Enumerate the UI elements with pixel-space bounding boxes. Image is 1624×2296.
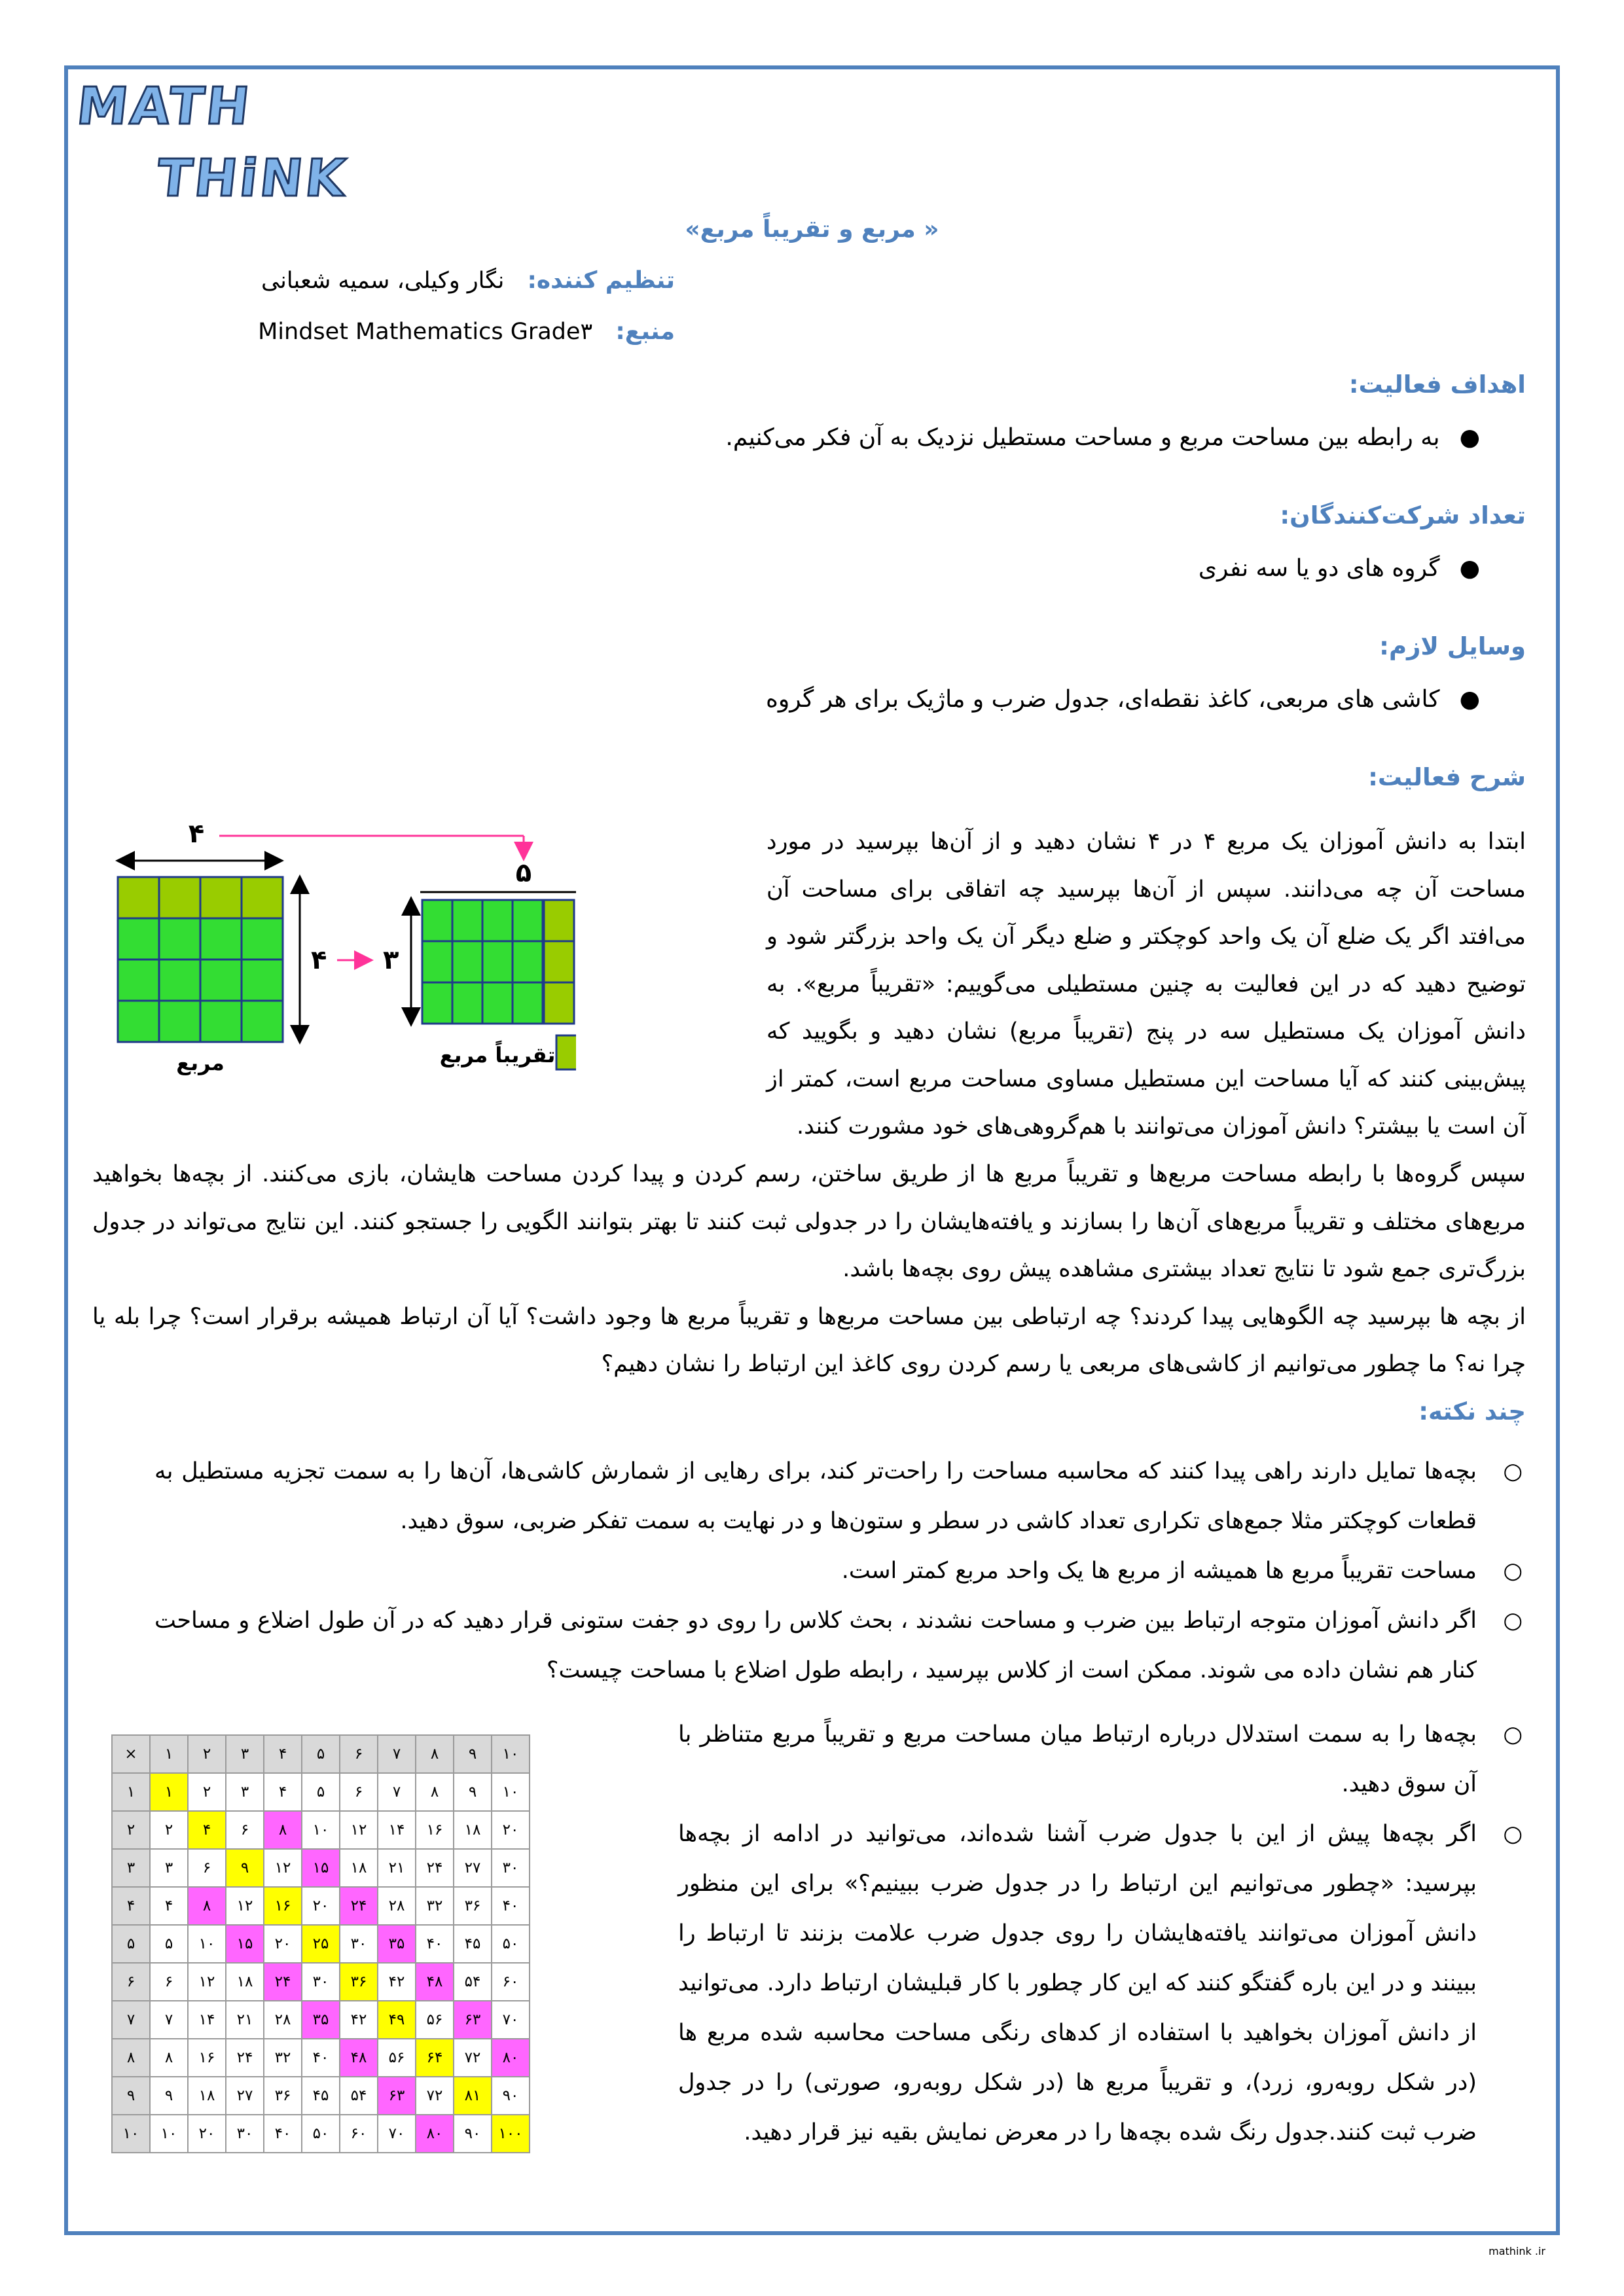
table-cell: ۶۳ <box>454 2001 492 2039</box>
table-cell: ۲ <box>188 1773 226 1811</box>
description-heading: شرح فعالیت: <box>1368 763 1526 791</box>
table-cell: ۲۸ <box>378 1887 416 1925</box>
table-cell: ۵ <box>302 1773 340 1811</box>
table-cell: ۵۶ <box>416 2001 454 2039</box>
table-cell: ۴۰ <box>492 1887 530 1925</box>
table-cell: ۷ <box>378 1773 416 1811</box>
table-row <box>112 2039 530 2077</box>
table-cell: ۶ <box>340 1773 378 1811</box>
table-cell: ۱۵ <box>226 1925 264 1963</box>
table-cell: ۵۴ <box>454 1963 492 2001</box>
table-cell: ۳۶ <box>454 1887 492 1925</box>
table-cell: ۱۶ <box>188 2039 226 2077</box>
author-row <box>151 267 675 294</box>
near-square-grid <box>422 900 574 1024</box>
near-square-label: تقریباً مربع <box>439 1043 556 1067</box>
table-row-header: ۳ <box>112 1849 150 1887</box>
table-cell: ۲۰ <box>188 2115 226 2153</box>
source-row <box>86 318 675 345</box>
source-value: Mindset Mathematics Grade۳ <box>258 319 593 345</box>
table-cell: ۸ <box>264 1811 302 1849</box>
author-label: تنظیم کننده: <box>527 267 675 294</box>
participants-heading: تعداد شرکت‌کنندگان: <box>1280 501 1526 529</box>
notes-heading: چند نکته: <box>1418 1397 1526 1426</box>
table-cell: ۱ <box>150 1773 188 1811</box>
table-cell: ۴ <box>188 1811 226 1849</box>
table-cell: ۵ <box>150 1925 188 1963</box>
table-cell: ۲۰ <box>492 1811 530 1849</box>
table-cell: ۱۶ <box>264 1887 302 1925</box>
table-cell: ۳ <box>150 1849 188 1887</box>
table-cell: ۱۵ <box>302 1849 340 1887</box>
table-cell: ۳۰ <box>340 1925 378 1963</box>
note-item: ○ اگر بچه‌ها پیش از این با جدول ضرب آشنا شده‌اند، می‌توانید در ادامه از بچه‌ها بپرسید: «چطور می‌توانیم این ارتباط را در جدول ضرب ببینیم؟» برای این منظور دانش آموزان می‌توانند یافته‌هایشان را روی جدول ضرب علامت بزنند تا ارتباط را ببینند و در این باره گفتگو کنند که این کار چطور با کار قبلیشان ارتباط دارد. می‌توانید از دانش آموزان بخواهید با استفاده از کدهای رنگی مساحت محاسبه شده مربع ها (در شکل روبه‌رو، زرد)، و تقریباً مربع ها (در شکل روبه‌رو، صورتی) را در جدول ضرب ثبت کنند.جدول رنگ شده بچه‌ها را در معرض نمایش بقیه نیز قرار دهید. <box>678 1809 1523 2157</box>
table-cell: ۶۳ <box>378 2077 416 2115</box>
table-cell: ۱۴ <box>378 1811 416 1849</box>
table-cell: ۸ <box>416 1773 454 1811</box>
square-side-number: ۴ <box>311 945 327 975</box>
table-cell: ۵۰ <box>302 2115 340 2153</box>
table-cell: ۸۰ <box>416 2115 454 2153</box>
logo-math: MATH <box>74 77 255 136</box>
table-row-header: ۹ <box>112 2077 150 2115</box>
table-header-cell: ۵ <box>302 1735 340 1773</box>
table-row <box>112 1849 530 1887</box>
table-header-cell: ۱۰ <box>492 1735 530 1773</box>
table-cell: ۲۰ <box>264 1925 302 1963</box>
table-cell: ۵۶ <box>378 2039 416 2077</box>
footer-url: mathink .ir <box>1489 2245 1545 2257</box>
table-cell: ۲۷ <box>454 1849 492 1887</box>
table-row-header: ۸ <box>112 2039 150 2077</box>
near-side-number: ۳ <box>383 945 399 975</box>
table-cell: ۲۱ <box>226 2001 264 2039</box>
table-header-cell: ۲ <box>188 1735 226 1773</box>
table-header-cell: ۳ <box>226 1735 264 1773</box>
loose-tile <box>556 1035 576 1069</box>
table-cell: ۲۴ <box>226 2039 264 2077</box>
table-header-cell: ۷ <box>378 1735 416 1773</box>
table-cell: ۸۰ <box>492 2039 530 2077</box>
table-cell: ۳۰ <box>302 1963 340 2001</box>
table-cell: ۱۶ <box>416 1811 454 1849</box>
note-item: ○ بچه‌ها تمایل دارند راهی پیدا کنند که محاسبه مساحت را راحت‌تر کند، برای رهایی از شمارش کاشی‌ها، آن‌ها را به سمت تجزیه مستطیل به قطعات کوچکتر مثلا جمع‌های تکراری تعداد کاشی در سطر و ستون‌ها و در نهایت به سمت تفکر ضربی، سوق دهید. <box>154 1446 1523 1546</box>
source-label: منبع: <box>615 318 675 345</box>
table-cell: ۳۶ <box>264 2077 302 2115</box>
table-cell: ۹ <box>150 2077 188 2115</box>
table-row-header: ۷ <box>112 2001 150 2039</box>
table-cell: ۳۰ <box>492 1849 530 1887</box>
table-cell: ۱۰ <box>188 1925 226 1963</box>
table-cell: ۷۲ <box>416 2077 454 2115</box>
description-intro <box>767 818 1526 1151</box>
description-intro-text: ابتدا به دانش آموزان یک مربع ۴ در ۴ نشان دهید و از آن‌ها بپرسید در مورد مساحت آن چه می‌دانند. سپس از آن‌ها بپرسید چه اتفاقی برای مساحت آن می‌افتد اگر یک ضلع آن یک واحد کوچکتر و ضلع دیگر آن یک واحد بزرگتر شود و توضیح دهید که در این فعالیت به چنین مستطیلی می‌گوییم: «تقریباً مربع». به دانش آموزان یک مستطیل سه در پنج (تقریباً مربع) نشان دهید و بگویید که پیش‌بینی کنند که آیا مساحت این مستطیل مساوی مساحت مربع است، کمتر از آن است یا بیشتر؟ دانش آموزان می‌توانند با هم‌گروهی‌های خود مشورت کنند. <box>767 829 1526 1139</box>
table-cell: ۴۰ <box>302 2039 340 2077</box>
table-row <box>112 1887 530 1925</box>
note-item: ○ اگر دانش آموزان متوجه ارتباط بین ضرب و مساحت نشدند ، بحث کلاس را روی دو جفت ستونی قرار دهید که در آن طول اضلاع و مساحت کنار هم نشان داده می شوند. ممکن است از کلاس بپرسید ، رابطه طول اضلاع با مساحت چیست؟ <box>154 1596 1523 1695</box>
notes-top <box>154 1446 1523 1695</box>
table-cell: ۶۴ <box>416 2039 454 2077</box>
table-row <box>112 1773 530 1811</box>
table-cell: ۲۰ <box>302 1887 340 1925</box>
table-cell: ۱۸ <box>454 1811 492 1849</box>
table-cell: ۱۲ <box>340 1811 378 1849</box>
table-header-cell: ۸ <box>416 1735 454 1773</box>
description-paragraph-2: از بچه ها بپرسید چه الگوهایی پیدا کردند؟ چه ارتباطی بین مساحت مربع‌ها و تقریباً مربع ها وجود داشت؟ آیا آن ارتباط همیشه برقرار است؟ چرا بله یا چرا نه؟ ما چطور می‌توانیم از کاشی‌های مربعی یا رسم کردن روی کاغذ این ارتباط را نشان دهیم؟ <box>92 1303 1526 1377</box>
table-cell: ۲۸ <box>264 2001 302 2039</box>
table-header-row <box>112 1735 530 1773</box>
table-row-header: ۴ <box>112 1887 150 1925</box>
table-cell: ۱۰ <box>492 1773 530 1811</box>
table-cell: ۴ <box>150 1887 188 1925</box>
table-cell: ۹۰ <box>492 2077 530 2115</box>
table-cell: ۳۵ <box>378 1925 416 1963</box>
square-grid <box>118 877 283 1042</box>
table-cell: ۳۵ <box>302 2001 340 2039</box>
table-cell: ۳۲ <box>264 2039 302 2077</box>
multiplication-table <box>111 1734 530 2153</box>
table-row <box>112 2001 530 2039</box>
square-diagram <box>105 815 576 1090</box>
table-cell: ۹۰ <box>454 2115 492 2153</box>
table-cell: ۴۹ <box>378 2001 416 2039</box>
title-wrap <box>0 216 1624 243</box>
near-top-number: ۵ <box>515 858 532 888</box>
table-cell: ۲۴ <box>264 1963 302 2001</box>
table-cell: ۱۰ <box>302 1811 340 1849</box>
table-cell: ۱۸ <box>340 1849 378 1887</box>
table-cell: ۵۰ <box>492 1925 530 1963</box>
table-cell: ۲۴ <box>340 1887 378 1925</box>
top-number: ۴ <box>188 819 205 849</box>
table-cell: ۳۰ <box>226 2115 264 2153</box>
table-cell: ۳۶ <box>340 1963 378 2001</box>
goals-heading: اهداف فعالیت: <box>1348 370 1526 399</box>
table-cell: ۶۰ <box>340 2115 378 2153</box>
materials-item-text: کاشی های مربعی، کاغذ نقطه‌ای، جدول ضرب و ماژیک برای هر گروه <box>766 686 1440 713</box>
table-cell: ۴ <box>264 1773 302 1811</box>
table-cell: ۹ <box>454 1773 492 1811</box>
table-row <box>112 2115 530 2153</box>
logo-think: THiNK <box>154 149 351 208</box>
table-cell: ۱۸ <box>226 1963 264 2001</box>
table-cell: ۲۴ <box>416 1849 454 1887</box>
table-row-header: ۶ <box>112 1963 150 2001</box>
table-row <box>112 2077 530 2115</box>
table-cell: ۴۵ <box>302 2077 340 2115</box>
table-cell: ۱۲ <box>188 1963 226 2001</box>
table-cell: ۶ <box>188 1849 226 1887</box>
table-row-header: ۱ <box>112 1773 150 1811</box>
table-cell: ۴۲ <box>378 1963 416 2001</box>
table-row-header: ۵ <box>112 1925 150 1963</box>
table-cell: ۷۲ <box>454 2039 492 2077</box>
table-row <box>112 1811 530 1849</box>
goals-item-text: به رابطه بین مساحت مربع و مساحت مستطیل نزدیک به آن فکر می‌کنیم. <box>725 424 1440 451</box>
table-cell: ۴۰ <box>264 2115 302 2153</box>
table-header-cell: ۱ <box>150 1735 188 1773</box>
notes-bottom <box>678 1710 1523 2157</box>
author-value: نگار وکیلی، سمیه شعبانی <box>261 268 505 294</box>
participants-item: ●گروه های دو یا سه نفری <box>1198 555 1480 582</box>
table-row-header: ۲ <box>112 1811 150 1849</box>
table-cell: ۲ <box>150 1811 188 1849</box>
table-cell: ۴۲ <box>340 2001 378 2039</box>
description-paragraph-1: سپس گروه‌ها با رابطه مساحت مربع‌ها و تقریباً مربع ها از طریق ساختن، رسم کردن و پیدا کردن مساحت هایشان، بازی می‌کنند. از بچه‌ها بخواهید مربع‌های مختلف و تقریباً مربع‌های آن‌ها را بسازند و یافته‌هایشان را در جدولی ثبت کنند تا بهتر بتوانند الگویی را جستجو کنند. این نتایج می‌تواند در جدول بزرگ‌تری جمع شود تا نتایج تعداد بیشتری مشاهده پیش روی بچه‌ها باشد. <box>92 1161 1526 1282</box>
table-cell: ۲۵ <box>302 1925 340 1963</box>
table-header-cell: ۶ <box>340 1735 378 1773</box>
table-row <box>112 1925 530 1963</box>
table-cell: ۵۴ <box>340 2077 378 2115</box>
table-cell: ۶ <box>150 1963 188 2001</box>
table-cell: ۷۰ <box>378 2115 416 2153</box>
table-corner: × <box>112 1735 150 1773</box>
note-item: ○ بچه‌ها را به سمت استدلال درباره ارتباط میان مساحت مربع و تقریباً مربع متناظر با آن سوق دهید. <box>678 1710 1523 1809</box>
table-cell: ۱۲ <box>264 1849 302 1887</box>
table-cell: ۲۱ <box>378 1849 416 1887</box>
table-cell: ۸۱ <box>454 2077 492 2115</box>
table-cell: ۴۵ <box>454 1925 492 1963</box>
table-cell: ۸ <box>150 2039 188 2077</box>
table-cell: ۴۸ <box>340 2039 378 2077</box>
table-row <box>112 1963 530 2001</box>
description-paragraphs <box>92 1151 1526 1388</box>
table-cell: ۲۷ <box>226 2077 264 2115</box>
table-cell: ۸ <box>188 1887 226 1925</box>
square-label: مربع <box>176 1050 225 1075</box>
table-header-cell: ۹ <box>454 1735 492 1773</box>
note-item: ○ مساحت تقریباً مربع ها همیشه از مربع ها یک واحد مربع کمتر است. <box>154 1546 1523 1596</box>
table-cell: ۱۸ <box>188 2077 226 2115</box>
table-cell: ۴۰ <box>416 1925 454 1963</box>
table-cell: ۳ <box>226 1773 264 1811</box>
table-cell: ۴۸ <box>416 1963 454 2001</box>
table-cell: ۳۲ <box>416 1887 454 1925</box>
table-cell: ۱۰۰ <box>492 2115 530 2153</box>
goals-item: ●به رابطه بین مساحت مربع و مساحت مستطیل نزدیک به آن فکر می‌کنیم. <box>725 424 1480 451</box>
materials-item: ●کاشی های مربعی، کاغذ نقطه‌ای، جدول ضرب و ماژیک برای هر گروه <box>766 686 1480 713</box>
page-title: « مربع و تقریباً مربع» <box>685 216 939 243</box>
table-header-cell: ۴ <box>264 1735 302 1773</box>
table-cell: ۱۰ <box>150 2115 188 2153</box>
participants-item-text: گروه های دو یا سه نفری <box>1198 555 1440 582</box>
table-cell: ۶۰ <box>492 1963 530 2001</box>
table-cell: ۱۲ <box>226 1887 264 1925</box>
table-cell: ۷۰ <box>492 2001 530 2039</box>
table-row-header: ۱۰ <box>112 2115 150 2153</box>
table-cell: ۷ <box>150 2001 188 2039</box>
materials-heading: وسایل لازم: <box>1379 632 1526 660</box>
table-cell: ۱۴ <box>188 2001 226 2039</box>
table-cell: ۶ <box>226 1811 264 1849</box>
table-cell: ۹ <box>226 1849 264 1887</box>
